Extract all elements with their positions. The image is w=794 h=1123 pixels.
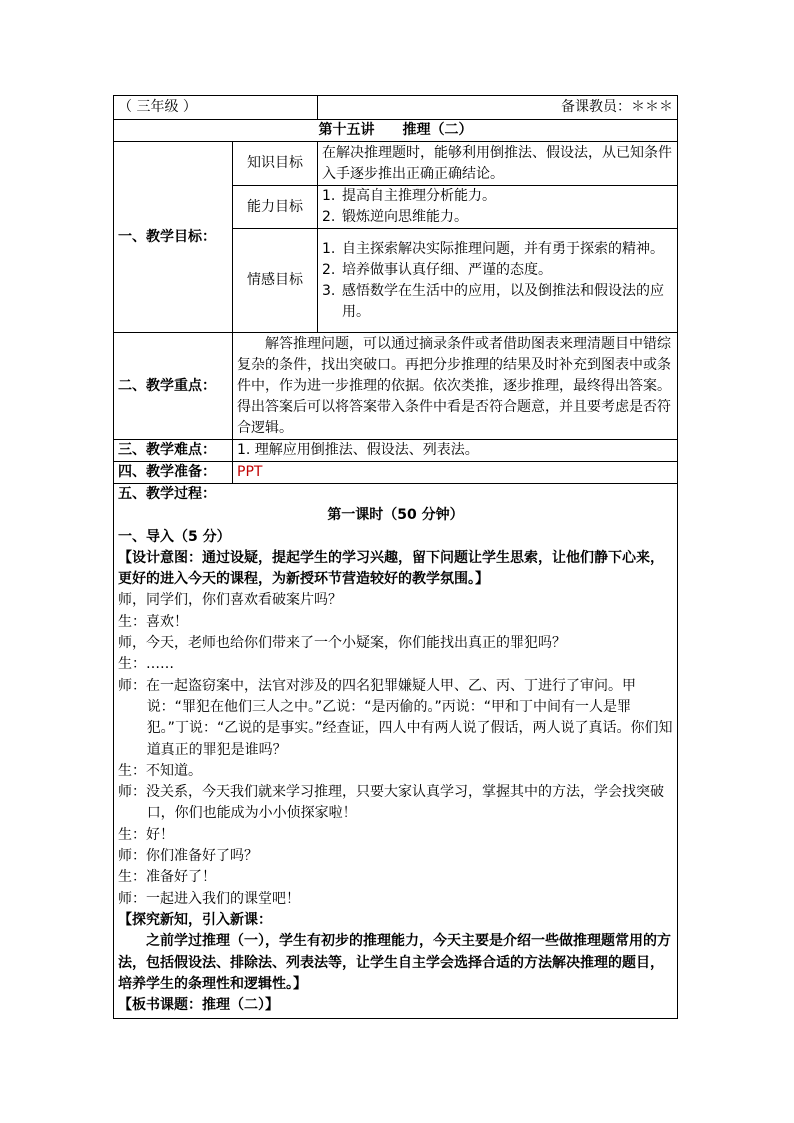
dialogue-line: 师：在一起盗窃案中，法官对涉及的四名犯罪嫌疑人甲、乙、丙、丁进行了审问。甲说：“罪犯在他们三人之中。”乙说：“是丙偷的。”丙说：“甲和丁中间有一人是罪犯。”丁说：“乙说的是事实。”经查证，四人中有两人说了假话，两人说了真话。你们知道真正的罪犯是谁吗？	[118, 677, 673, 758]
dialogue-line: 生：好！	[118, 826, 174, 843]
dialogue-line: 师：你们准备好了吗？	[118, 848, 258, 865]
dialogue-line: 生：不知道。	[118, 762, 202, 779]
emotion-goal-label: 情感目标	[233, 229, 318, 333]
list-item: 1. 提高自主推理分析能力。	[322, 188, 496, 204]
knowledge-goal-text: 在解决推理题时，能够利用倒推法、假设法，从已知条件入手逐步推出正确正确结论。	[318, 142, 678, 186]
title-row	[114, 120, 678, 142]
list-item: 2. 培养做事认真仔细、严谨的态度。	[322, 261, 552, 278]
dialogue-line: 师，同学们，你们喜欢看破案片吗？	[118, 592, 342, 609]
list-item: 1. 自主探索解决实际推理问题，并有勇于探索的精神。	[322, 240, 664, 257]
intro-heading: 一、导入（5 分）	[118, 528, 231, 545]
list-item: 3. 感悟数学在生活中的应用，以及倒推法和假设法的应用。	[322, 282, 664, 320]
emotion-goal-list	[318, 229, 678, 333]
difficulties-label: 三、教学难点：	[114, 440, 233, 462]
board-title: 【板书课题：推理（二）】	[118, 997, 279, 1014]
explore-heading: 【探究新知，引入新课：	[118, 911, 272, 928]
process-label: 五、教学过程：	[118, 486, 216, 502]
session-title: 第一课时（50 分钟）	[327, 507, 464, 524]
ability-goal-label: 能力目标	[233, 186, 318, 229]
dialogue-line: 师：没关系，今天我们就来学习推理，只要大家认真学习，掌握其中的方法，学会找突破口，你们也能成为小小侦探家啦！	[118, 784, 664, 822]
dialogue-line: 生：准备好了！	[118, 869, 216, 886]
key-points-text: 解答推理问题，可以通过摘录条件或者借助图表来理清题目中错综复杂的条件，找出突破口。再把分步推理的结果及时补充到图表中或条件中，作为进一步推理的依据。依次类推，逐步推理，最终得出答案。得出答案后可以将答案带入条件中看是否符合题意，并且要考虑是否符合逻辑。	[233, 333, 678, 440]
objectives-label: 一、教学目标：	[114, 142, 233, 333]
dialogue-line: 生：……	[118, 656, 174, 673]
ability-goal-list	[318, 186, 678, 229]
dialogue-line: 师：一起进入我们的课堂吧！	[118, 890, 300, 907]
header-row	[114, 96, 678, 120]
dialogue-line: 师，今天，老师也给你们带来了一个小疑案，你们能找出真正的罪犯吗？	[118, 635, 566, 652]
explore-text: 之前学过推理（一），学生有初步的推理能力，今天主要是介绍一些做推理题常用的方法，包括假设法、排除法、列表法等，让学生自主学会选择合适的方法解决推理的题目，培养学生的条理性和逻辑性。】	[118, 933, 671, 992]
key-points-label: 二、教学重点：	[114, 333, 233, 440]
lesson-plan-table	[113, 95, 678, 1019]
teacher-label: 备课教员：＊＊＊	[318, 96, 678, 120]
lesson-plan-page	[113, 95, 677, 1019]
lesson-title: 第十五讲 推理（二）	[114, 120, 678, 142]
difficulties-text: 1. 理解应用倒推法、假设法、列表法。	[233, 440, 678, 462]
preparation-label: 四、教学准备：	[114, 462, 233, 484]
dialogue-line: 生：喜欢！	[118, 613, 188, 630]
knowledge-goal-label: 知识目标	[233, 142, 318, 186]
preparation-text: PPT	[233, 462, 678, 484]
process-section	[114, 484, 678, 1019]
design-intent: 【设计意图：通过设疑，提起学生的学习兴趣，留下问题让学生思索，让他们静下心来，更好的进入今天的课程，为新授环节营造较好的教学氛围。】	[118, 549, 664, 588]
grade-label: （ 三年级 ）	[114, 96, 318, 120]
list-item: 2. 锻炼逆向思维能力。	[322, 209, 468, 225]
